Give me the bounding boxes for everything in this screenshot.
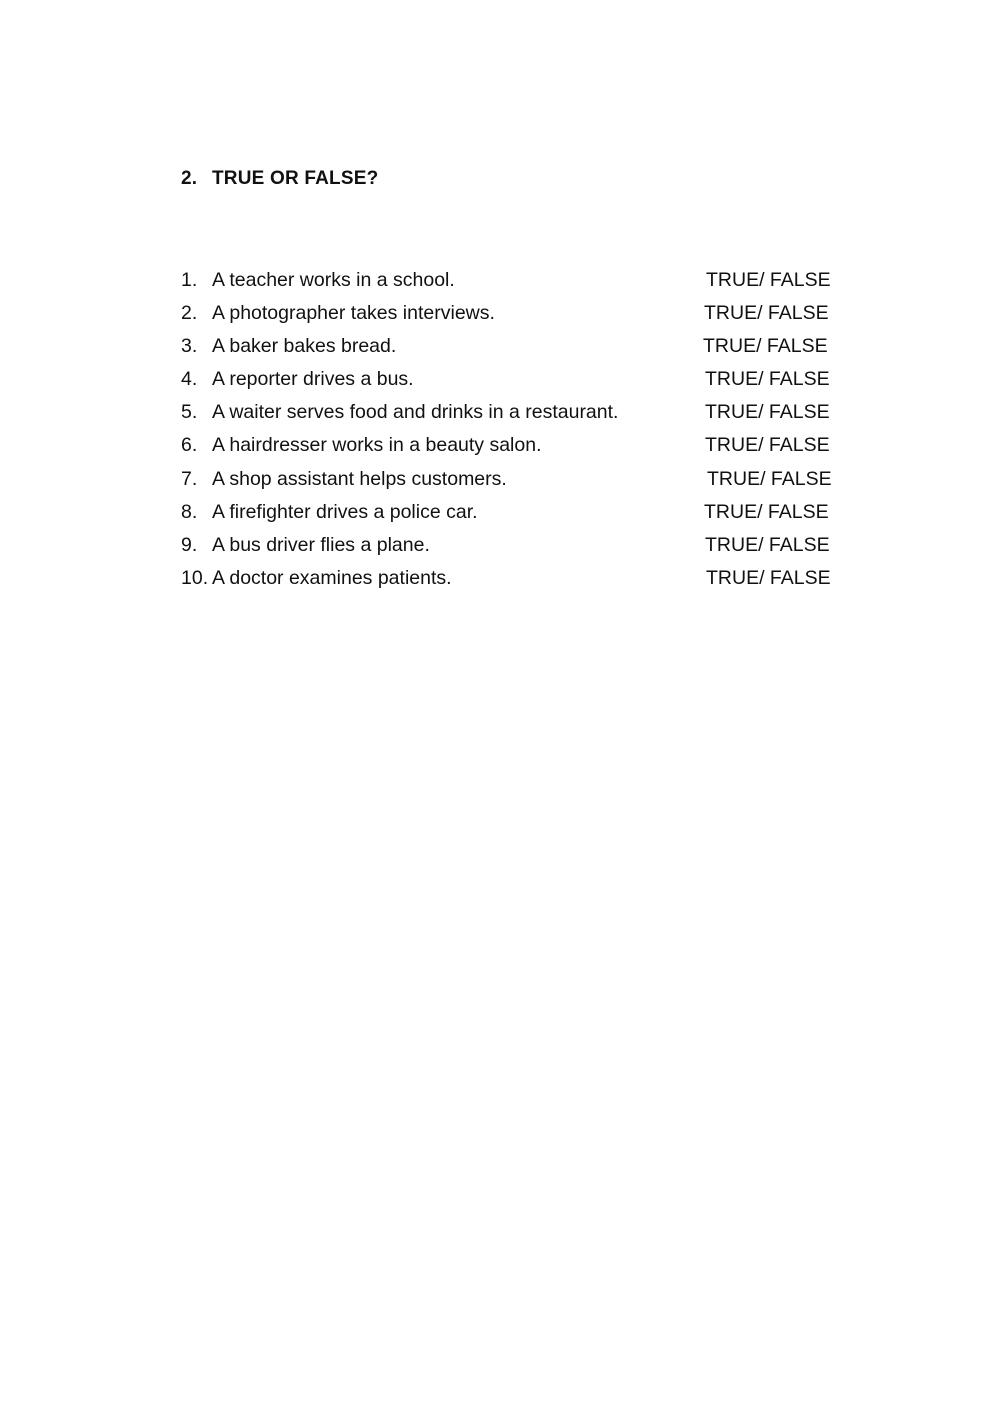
item-number: 9. (181, 533, 198, 556)
list-item (181, 531, 861, 564)
list-item (181, 431, 861, 464)
item-number: 8. (181, 500, 198, 523)
item-number: 1. (181, 269, 198, 291)
item-statement: A doctor examines patients. (212, 566, 452, 589)
item-statement: A teacher works in a school. (212, 269, 455, 291)
item-answer-choice: TRUE/ FALSE (706, 269, 831, 291)
item-number: 5. (181, 401, 198, 424)
exercise-title: TRUE OR FALSE? (212, 168, 379, 189)
list-item (181, 398, 861, 431)
list-item (181, 266, 861, 299)
item-answer-choice: TRUE/ FALSE (705, 401, 830, 424)
item-number: 7. (181, 467, 198, 490)
item-statement: A baker bakes bread. (212, 335, 397, 358)
item-answer-choice: TRUE/ FALSE (703, 335, 828, 358)
item-statement: A reporter drives a bus. (212, 368, 414, 391)
item-number: 10. (181, 566, 209, 589)
item-answer-choice: TRUE/ FALSE (704, 500, 829, 523)
item-answer-choice: TRUE/ FALSE (705, 533, 830, 556)
item-answer-choice: TRUE/ FALSE (705, 368, 830, 391)
item-answer-choice: TRUE/ FALSE (705, 434, 830, 457)
item-number: 2. (181, 302, 198, 325)
item-answer-choice: TRUE/ FALSE (706, 566, 831, 589)
item-number: 6. (181, 434, 198, 457)
list-item (181, 465, 861, 498)
list-item (181, 365, 861, 398)
item-statement: A firefighter drives a police car. (212, 500, 478, 523)
item-number: 3. (181, 335, 198, 358)
statement-list (181, 266, 861, 597)
list-item (181, 564, 861, 597)
list-item (181, 498, 861, 531)
list-item (181, 332, 861, 365)
list-item (181, 299, 861, 332)
item-statement: A hairdresser works in a beauty salon. (212, 434, 542, 457)
exercise-heading (181, 168, 378, 190)
item-number: 4. (181, 368, 198, 391)
item-answer-choice: TRUE/ FALSE (707, 467, 832, 490)
item-statement: A bus driver flies a plane. (212, 533, 430, 556)
item-answer-choice: TRUE/ FALSE (704, 302, 829, 325)
item-statement: A shop assistant helps customers. (212, 467, 507, 490)
exercise-number: 2. (181, 168, 198, 189)
item-statement: A waiter serves food and drinks in a restaurant. (212, 401, 619, 424)
item-statement: A photographer takes interviews. (212, 302, 495, 325)
